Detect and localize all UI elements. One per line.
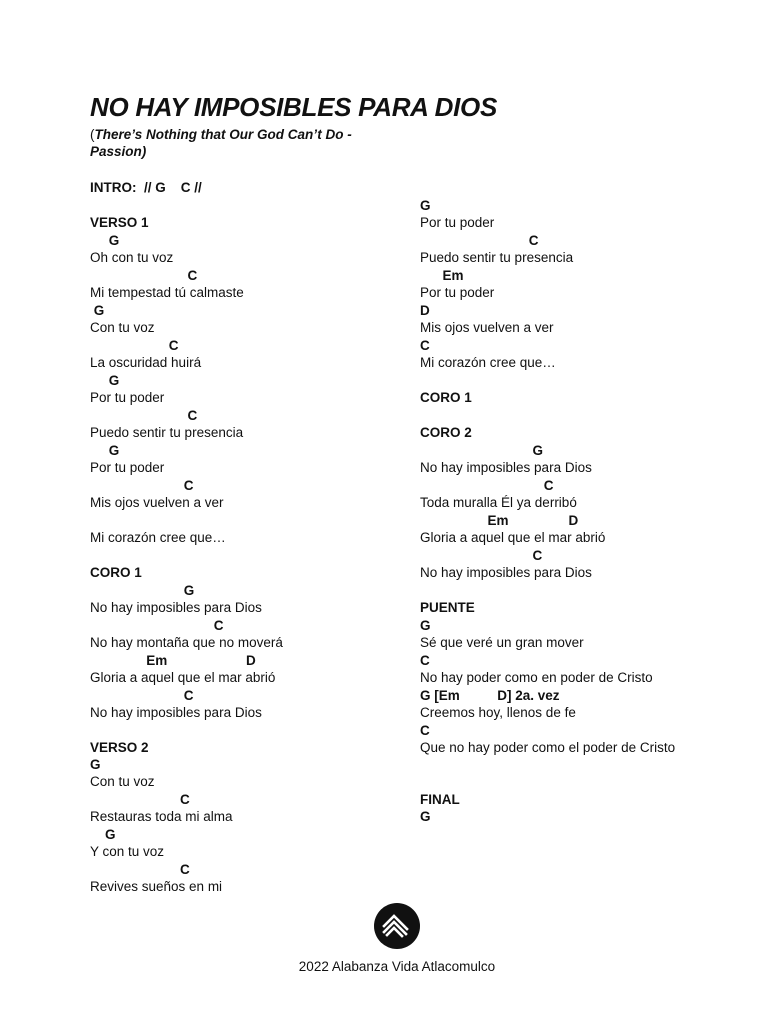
chord-line: C bbox=[90, 408, 198, 423]
chord-line: G bbox=[90, 583, 195, 598]
chord-line: C bbox=[420, 653, 430, 668]
chord-line: Em bbox=[420, 268, 464, 283]
chord-line: G bbox=[420, 809, 431, 824]
section-heading: FINAL bbox=[420, 792, 460, 807]
lyric-line: Gloria a aquel que el mar abrió bbox=[90, 670, 276, 685]
lyric-line: Sé que veré un gran mover bbox=[420, 635, 584, 650]
chord-line: C bbox=[90, 478, 194, 493]
section-heading: VERSO 2 bbox=[90, 740, 149, 755]
lyric-line: Mi tempestad tú calmaste bbox=[90, 285, 244, 300]
subtitle-paren: ( bbox=[90, 127, 95, 142]
lyric-line: Puedo sentir tu presencia bbox=[420, 250, 574, 265]
lyric-line: Mi corazón cree que… bbox=[90, 530, 226, 545]
lyric-line: No hay imposibles para Dios bbox=[420, 460, 592, 475]
lyric-line: Restauras toda mi alma bbox=[90, 809, 233, 824]
chord-line: C bbox=[90, 618, 224, 633]
chord-line: C bbox=[90, 268, 198, 283]
chord-line: G [Em D] 2a. vez bbox=[420, 688, 560, 703]
chord-line: C bbox=[420, 478, 554, 493]
lyric-line: No hay imposibles para Dios bbox=[420, 565, 592, 580]
lyric-line: Con tu voz bbox=[90, 320, 155, 335]
song-title: NO HAY IMPOSIBLES PARA DIOS bbox=[90, 92, 497, 122]
lyric-line: No hay poder como en poder de Cristo bbox=[420, 670, 653, 685]
lyric-line: Mis ojos vuelven a ver bbox=[420, 320, 554, 335]
chord-line: G bbox=[420, 198, 431, 213]
lyric-line: No hay montaña que no moverá bbox=[90, 635, 283, 650]
section-heading: PUENTE bbox=[420, 600, 475, 615]
lyric-line: Por tu poder bbox=[420, 215, 495, 230]
lyric-line: Por tu poder bbox=[90, 390, 165, 405]
lyric-line: Con tu voz bbox=[90, 774, 155, 789]
chord-line: G bbox=[90, 827, 116, 842]
lyric-line: No hay imposibles para Dios bbox=[90, 705, 262, 720]
footer-credit: 2022 Alabanza Vida Atlacomulco bbox=[298, 959, 496, 974]
lyric-line: Creemos hoy, llenos de fe bbox=[420, 705, 576, 720]
song-subtitle bbox=[90, 126, 380, 160]
chord-line: C bbox=[90, 688, 194, 703]
section-heading: CORO 1 bbox=[90, 565, 142, 580]
section-heading: INTRO: // G C // bbox=[90, 180, 202, 195]
lyric-line: Revives sueños en mi bbox=[90, 879, 223, 894]
lyric-line: Mi corazón cree que… bbox=[420, 355, 556, 370]
section-heading: CORO 2 bbox=[420, 425, 472, 440]
chord-line: G bbox=[420, 443, 544, 458]
chord-line: C bbox=[90, 792, 190, 807]
chord-line: G bbox=[90, 443, 120, 458]
chord-line: D bbox=[420, 303, 430, 318]
lyric-line: Toda muralla Él ya derribó bbox=[420, 495, 577, 510]
chord-line: Em D bbox=[420, 513, 579, 528]
chord-line: G bbox=[420, 618, 431, 633]
alabanza-vida-logo-icon bbox=[374, 903, 420, 949]
lyric-line: Y con tu voz bbox=[90, 844, 165, 859]
lyric-line: Por tu poder bbox=[420, 285, 495, 300]
chord-line: C bbox=[420, 723, 430, 738]
chord-line: G bbox=[90, 303, 105, 318]
section-heading: VERSO 1 bbox=[90, 215, 149, 230]
chord-line: C bbox=[420, 338, 430, 353]
chord-line: C bbox=[420, 548, 543, 563]
lyric-line: Por tu poder bbox=[90, 460, 165, 475]
chord-line: Em D bbox=[90, 653, 256, 668]
subtitle-text: There’s Nothing that Our God Can’t Do - Passion) bbox=[90, 127, 352, 159]
lyric-line: Oh con tu voz bbox=[90, 250, 174, 265]
chord-line: C bbox=[90, 862, 190, 877]
chord-line: G bbox=[90, 233, 120, 248]
chord-line: C bbox=[420, 233, 539, 248]
lyric-line: La oscuridad huirá bbox=[90, 355, 202, 370]
lyric-line: Gloria a aquel que el mar abrió bbox=[420, 530, 606, 545]
chord-line: C bbox=[90, 338, 179, 353]
chord-line: G bbox=[90, 373, 120, 388]
lyric-line: Que no hay poder como el poder de Cristo bbox=[420, 740, 676, 755]
section-heading: CORO 1 bbox=[420, 390, 472, 405]
lyric-line: No hay imposibles para Dios bbox=[90, 600, 262, 615]
lyric-line: Puedo sentir tu presencia bbox=[90, 425, 244, 440]
chord-line: G bbox=[90, 757, 101, 772]
lyric-line: Mis ojos vuelven a ver bbox=[90, 495, 224, 510]
